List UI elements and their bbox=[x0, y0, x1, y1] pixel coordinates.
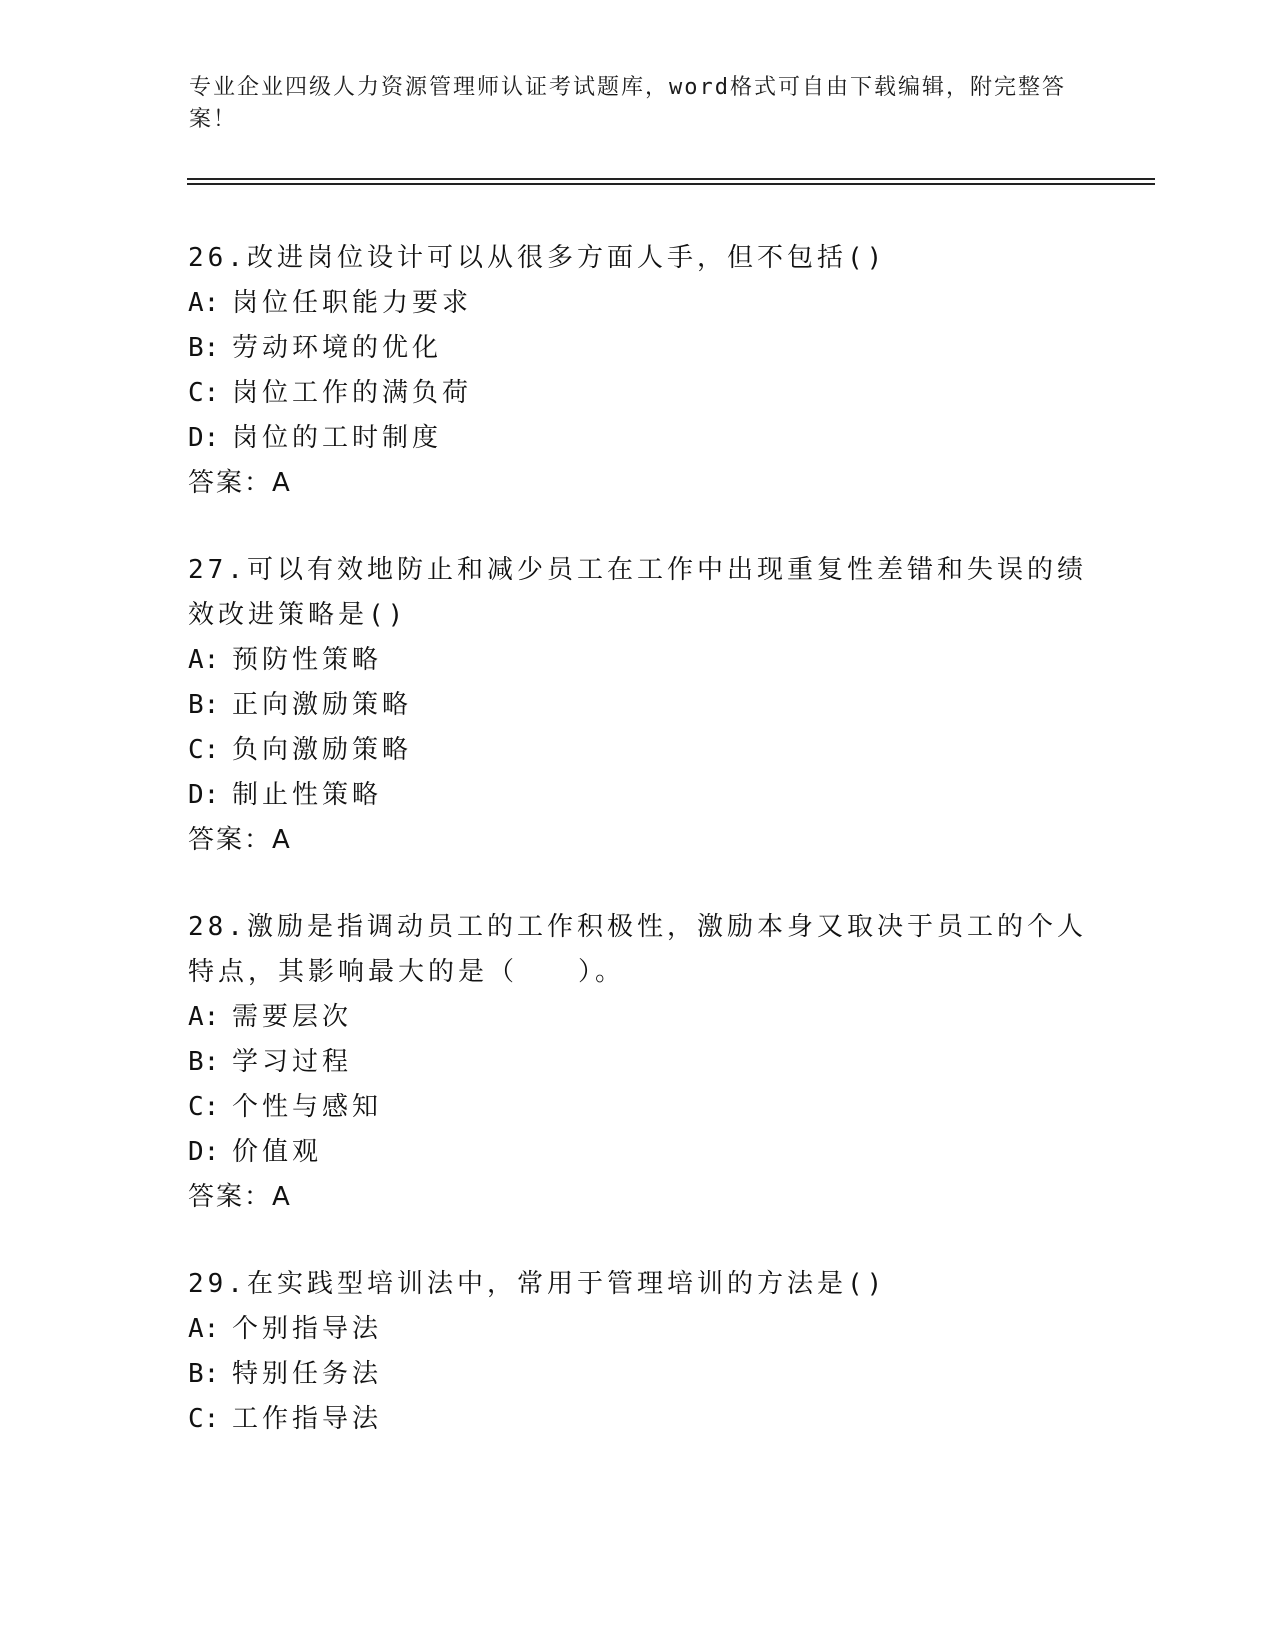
option-letter: B: bbox=[188, 333, 220, 363]
question-stem: 29.在实践型培训法中，常用于管理培训的方法是() bbox=[188, 1269, 887, 1299]
question-stem: 26.改进岗位设计可以从很多方面人手，但不包括() bbox=[188, 243, 887, 273]
option-text: 正向激励策略 bbox=[232, 690, 413, 720]
option-a bbox=[188, 1307, 1088, 1352]
option-a bbox=[188, 995, 1088, 1040]
option-text: 负向激励策略 bbox=[232, 735, 413, 765]
option-a bbox=[188, 638, 1088, 683]
answer-line: 答案：A bbox=[188, 825, 292, 855]
question-29 bbox=[188, 1262, 1088, 1442]
option-c bbox=[188, 371, 1088, 416]
answer-line: 答案：A bbox=[188, 1182, 292, 1212]
question-stem: 28.激励是指调动员工的工作积极性，激励本身又取决于员工的个人特点，其影响最大的是（ ）。 bbox=[188, 912, 1087, 987]
option-text: 岗位任职能力要求 bbox=[232, 288, 473, 318]
option-letter: D: bbox=[188, 423, 220, 453]
option-letter: C: bbox=[188, 1092, 220, 1122]
option-text: 学习过程 bbox=[232, 1047, 353, 1077]
option-text: 个性与感知 bbox=[232, 1092, 383, 1122]
option-d bbox=[188, 773, 1088, 818]
option-d bbox=[188, 416, 1088, 461]
option-letter: D: bbox=[188, 1137, 220, 1167]
option-letter: C: bbox=[188, 1404, 220, 1434]
option-letter: A: bbox=[188, 645, 220, 675]
page-header-text: 专业企业四级人力资源管理师认证考试题库，word格式可自由下载编辑，附完整答案！ bbox=[189, 75, 1066, 132]
header-divider-bottom bbox=[187, 183, 1155, 185]
option-text: 工作指导法 bbox=[232, 1404, 383, 1434]
option-b bbox=[188, 1040, 1088, 1085]
option-text: 制止性策略 bbox=[232, 780, 383, 810]
option-letter: A: bbox=[188, 288, 220, 318]
option-text: 个别指导法 bbox=[232, 1314, 383, 1344]
option-text: 价值观 bbox=[232, 1137, 323, 1167]
question-28 bbox=[188, 905, 1088, 1220]
option-letter: D: bbox=[188, 780, 220, 810]
option-letter: B: bbox=[188, 690, 220, 720]
option-letter: A: bbox=[188, 1314, 220, 1344]
option-text: 预防性策略 bbox=[232, 645, 383, 675]
option-b bbox=[188, 326, 1088, 371]
option-d bbox=[188, 1130, 1088, 1175]
question-26 bbox=[188, 236, 1088, 506]
option-text: 岗位工作的满负荷 bbox=[232, 378, 473, 408]
option-text: 需要层次 bbox=[232, 1002, 353, 1032]
answer-line: 答案：A bbox=[188, 468, 292, 498]
option-letter: C: bbox=[188, 378, 220, 408]
option-letter: A: bbox=[188, 1002, 220, 1032]
option-a bbox=[188, 281, 1088, 326]
option-c bbox=[188, 1085, 1088, 1130]
option-letter: B: bbox=[188, 1359, 220, 1389]
option-text: 劳动环境的优化 bbox=[232, 333, 443, 363]
option-c bbox=[188, 728, 1088, 773]
option-letter: B: bbox=[188, 1047, 220, 1077]
option-b bbox=[188, 1352, 1088, 1397]
option-b bbox=[188, 683, 1088, 728]
header-divider-top bbox=[187, 178, 1155, 180]
question-stem: 27.可以有效地防止和减少员工在工作中出现重复性差错和失误的绩效改进策略是() bbox=[188, 555, 1087, 630]
option-letter: C: bbox=[188, 735, 220, 765]
question-list bbox=[188, 236, 1088, 1484]
option-text: 特别任务法 bbox=[232, 1359, 383, 1389]
option-text: 岗位的工时制度 bbox=[232, 423, 443, 453]
question-27 bbox=[188, 548, 1088, 863]
option-c bbox=[188, 1397, 1088, 1442]
